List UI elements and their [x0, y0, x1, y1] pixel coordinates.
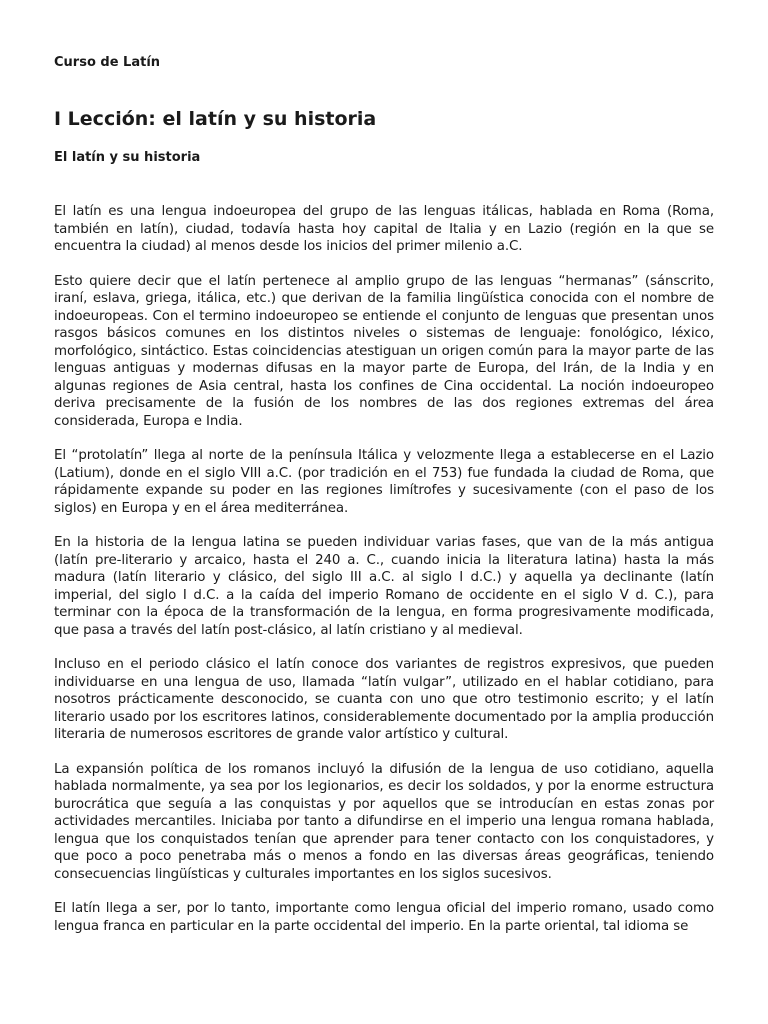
paragraph: En la historia de la lengua latina se pueden individuar varias fases, que van de la más antigua (latín pre-literario y arcaico, hasta el 240 a. C., cuando inicia la literatura latina) hasta la más madura (latín literario y clásico, del siglo III a.C. al siglo I d.C.) y aquella ya declinante (latín imperial, del siglo I d.C. a la caída del imperio Romano de occidente en el siglo V d. C.), para terminar con la época de la transformación de la lengua, en forma progresivamente modificada, que pasa a través del latín post-clásico, al latín cristiano y al medieval.: [54, 535, 714, 638]
page-title: I Lección: el latín y su historia: [54, 108, 377, 130]
course-label: Curso de Latín: [54, 55, 161, 70]
paragraph: Esto quiere decir que el latín pertenece al amplio grupo de las lenguas “hermanas” (sánscrito, iraní, eslava, griega, itálica, etc.) que derivan de la familia lingüística conocida con el nombre de indoeuropeas. Con el termino indoeuropeo se entiende el conjunto de lenguas que presentan unos rasgos básicos comunes en los distintos niveles o sistemas de lenguaje: fonológico, léxico, morfológico, sintáctico. Estas coincidencias atestiguan un origen común para la mayor parte de las lenguas antiguas y modernas difusas en la mayor parte de Europa, del Irán, de la India y en algunas regiones de Asia central, hasta los confines de Cina occidental. La noción indoeuropeo deriva precisamente de la fusión de los nombres de las dos regiones extremas del área considerada, Europa e India.: [54, 273, 714, 429]
paragraph: El “protolatín” llega al norte de la península Itálica y velozmente llega a establecerse en el Lazio (Latium), donde en el siglo VIII a.C. (por tradición en el 753) fue fundada la ciudad de Roma, que rápidamente expande su poder en las regiones limítrofes y sucesivamente (con el paso de los siglos) en Europa y en el área mediterránea.: [54, 448, 714, 516]
paragraph: El latín llega a ser, por lo tanto, importante como lengua oficial del imperio romano, usado como lengua franca en particular en la parte occidental del imperio. En la parte oriental, tal idioma se: [54, 901, 714, 934]
paragraph: El latín es una lengua indoeuropea del grupo de las lenguas itálicas, hablada en Roma (Roma, también en latín), ciudad, todavía hasta hoy capital de Italia y en Lazio (región en la que se encuentra la ciudad) al menos desde los inicios del primer milenio a.C.: [54, 204, 714, 254]
paragraph: La expansión política de los romanos incluyó la difusión de la lengua de uso cotidiano, aquella hablada normalmente, ya sea por los legionarios, es decir los soldados, y por la enorme estructura burocrática que seguía a las conquistas y por aquellos que se introducían en estas zonas por actividades mercantiles. Iniciaba por tanto a difundirse en el imperio una lengua romana hablada, lengua que los conquistados tenían que aprender para tener contacto con los conquistadores, y que poco a poco penetraba más o menos a fondo en las diversas áreas geográficas, teniendo consecuencias lingüísticas y culturales importantes en los siglos sucesivos.: [54, 761, 714, 882]
paragraph: Incluso en el periodo clásico el latín conoce dos variantes de registros expresivos, que pueden individuarse en una lengua de uso, llamada “latín vulgar”, utilizado en el hablar cotidiano, para nosotros prácticamente desconocido, se cuanta con uno que otro testimonio escrito; y el latín literario usado por los escritores latinos, considerablemente documentado por la amplia producción literaria de numerosos escritores de grande valor artístico y cultural.: [54, 657, 714, 742]
section-subtitle: El latín y su historia: [54, 150, 201, 165]
body-text: [54, 203, 714, 952]
